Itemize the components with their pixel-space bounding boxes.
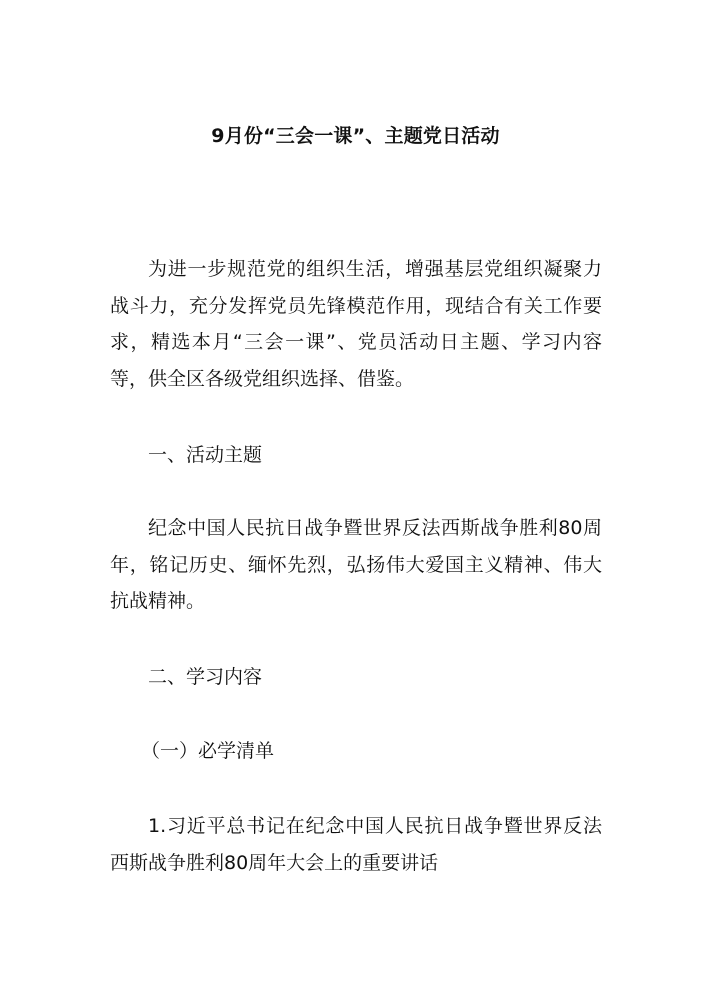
sub-heading-required-list: （一）必学清单 bbox=[141, 740, 275, 762]
section-heading-study-content: 二、学习内容 bbox=[148, 666, 263, 688]
required-item-1: 1.习近平总书记在纪念中国人民抗日战争暨世界反法西斯战争胜利80周年大会上的重要讲话 bbox=[110, 815, 602, 874]
activity-theme-paragraph: 纪念中国人民抗日战争暨世界反法西斯战争胜利80周年，铭记历史、缅怀先烈，弘扬伟大爱国主义精神、伟大抗战精神。 bbox=[110, 517, 602, 613]
document-title: 9月份“三会一课”、主题党日活动 bbox=[211, 125, 500, 147]
section-heading-activity-theme: 一、活动主题 bbox=[148, 444, 263, 466]
intro-paragraph: 为进一步规范党的组织生活，增强基层党组织凝聚力战斗力，充分发挥党员先锋模范作用，现结合有关工作要求，精选本月“三会一课”、党员活动日主题、学习内容等，供全区各级党组织选择、借鉴。 bbox=[110, 258, 602, 391]
